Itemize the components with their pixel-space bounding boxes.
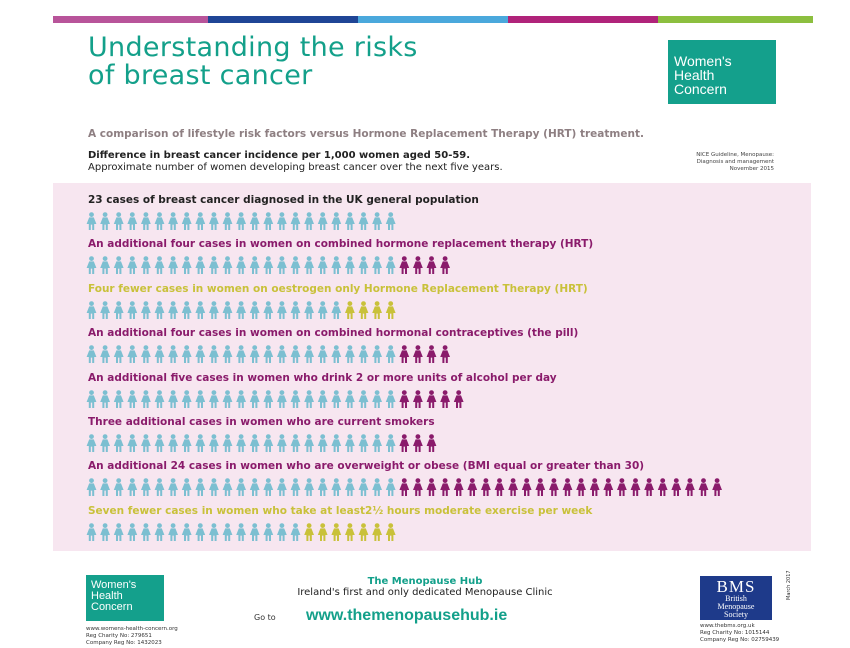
woman-icon-additional xyxy=(576,478,586,496)
woman-icon-additional xyxy=(495,478,505,496)
woman-icon-baseline xyxy=(87,345,97,363)
logo-line-2: Health xyxy=(674,67,715,83)
woman-icon-baseline xyxy=(359,434,369,452)
woman-icon-baseline xyxy=(87,390,97,408)
woman-icon-fewer xyxy=(304,523,314,541)
woman-icon-baseline xyxy=(182,345,192,363)
woman-icon-additional xyxy=(427,345,437,363)
woman-icon-baseline xyxy=(141,523,151,541)
woman-icon-baseline xyxy=(141,256,151,274)
woman-icon-baseline xyxy=(359,390,369,408)
woman-icon-baseline xyxy=(304,478,314,496)
woman-icon-baseline xyxy=(209,434,219,452)
woman-icon-baseline xyxy=(277,478,287,496)
woman-icon-baseline xyxy=(155,345,165,363)
woman-icon-additional xyxy=(427,256,437,274)
woman-icon-baseline xyxy=(195,523,205,541)
woman-icon-baseline xyxy=(263,390,273,408)
woman-icon-baseline xyxy=(263,478,273,496)
woman-icon-baseline xyxy=(155,390,165,408)
subtitle: A comparison of lifestyle risk factors versus Hormone Replacement Therapy (HRT) treatment. xyxy=(88,128,644,140)
woman-icon-baseline xyxy=(250,212,260,230)
woman-icon-baseline xyxy=(386,478,396,496)
woman-icon-fewer xyxy=(359,301,369,319)
woman-icon-additional xyxy=(617,478,627,496)
woman-icon-baseline xyxy=(168,212,178,230)
woman-icon-baseline xyxy=(359,212,369,230)
woman-icon-fewer xyxy=(318,523,328,541)
woman-icon-baseline xyxy=(155,434,165,452)
woman-icon-baseline xyxy=(209,256,219,274)
woman-icon-additional xyxy=(413,256,423,274)
title-line-2: of breast cancer xyxy=(88,60,313,91)
bms-logo-line-1: British xyxy=(725,594,747,603)
woman-icon-baseline xyxy=(263,523,273,541)
bms-contact xyxy=(700,623,779,644)
woman-icon-baseline xyxy=(263,256,273,274)
woman-icon-fewer xyxy=(372,301,382,319)
woman-icon-additional xyxy=(671,478,681,496)
difference-text: Difference in breast cancer incidence per 1,000 women aged 50-59. xyxy=(88,150,471,161)
woman-icon-baseline xyxy=(250,478,260,496)
woman-icon-baseline xyxy=(304,390,314,408)
woman-icon-additional xyxy=(427,434,437,452)
woman-icon-baseline xyxy=(359,478,369,496)
woman-icon-baseline xyxy=(304,434,314,452)
woman-icon-additional xyxy=(631,478,641,496)
woman-icon-baseline xyxy=(114,523,124,541)
woman-icon-baseline xyxy=(155,212,165,230)
approx-text: Approximate number of women developing breast cancer over the next five years. xyxy=(88,162,503,173)
woman-icon-baseline xyxy=(223,390,233,408)
goto-label: Go to xyxy=(254,613,276,622)
woman-icon-baseline xyxy=(236,523,246,541)
woman-icon-baseline xyxy=(345,256,355,274)
woman-icon-baseline xyxy=(114,212,124,230)
woman-icon-baseline xyxy=(114,478,124,496)
woman-icon-baseline xyxy=(359,345,369,363)
woman-icon-baseline xyxy=(331,301,341,319)
woman-icon-additional xyxy=(399,345,409,363)
woman-icon-additional xyxy=(454,478,464,496)
woman-icon-additional xyxy=(481,478,491,496)
woman-icon-baseline xyxy=(100,434,110,452)
woman-icon-additional xyxy=(603,478,613,496)
woman-icon-additional xyxy=(508,478,518,496)
woman-icon-additional xyxy=(522,478,532,496)
row-label: 23 cases of breast cancer diagnosed in the UK general population xyxy=(88,194,479,206)
woman-icon-baseline xyxy=(236,212,246,230)
woman-icon-baseline xyxy=(372,434,382,452)
woman-icon-baseline xyxy=(100,256,110,274)
woman-icon-additional xyxy=(644,478,654,496)
woman-icon-baseline xyxy=(127,256,137,274)
woman-icon-fewer xyxy=(372,523,382,541)
nice-line-2: Diagnosis and management xyxy=(696,159,774,165)
woman-icon-baseline xyxy=(318,478,328,496)
woman-icon-baseline xyxy=(168,301,178,319)
woman-icon-baseline xyxy=(141,301,151,319)
page-title xyxy=(88,34,418,90)
woman-icon-baseline xyxy=(127,301,137,319)
date-label: March 2017 xyxy=(786,570,792,600)
woman-icon-baseline xyxy=(155,478,165,496)
logo-line-3: Concern xyxy=(674,81,727,97)
bms-logo-line-3: Society xyxy=(724,610,748,619)
woman-icon-baseline xyxy=(100,212,110,230)
woman-icon-baseline xyxy=(331,256,341,274)
woman-icon-baseline xyxy=(223,478,233,496)
bms-logo xyxy=(700,576,772,620)
figure-row xyxy=(86,345,454,365)
color-segment xyxy=(208,16,358,23)
woman-icon-baseline xyxy=(127,212,137,230)
figure-row xyxy=(86,390,467,410)
woman-icon-baseline xyxy=(182,523,192,541)
woman-icon-baseline xyxy=(168,256,178,274)
woman-icon-baseline xyxy=(345,434,355,452)
woman-icon-fewer xyxy=(359,523,369,541)
woman-icon-baseline xyxy=(318,345,328,363)
woman-icon-additional xyxy=(590,478,600,496)
figure-row xyxy=(86,478,726,498)
bms-company: Company Reg No: 02759439 xyxy=(700,637,780,643)
woman-icon-baseline xyxy=(236,434,246,452)
woman-icon-baseline xyxy=(250,390,260,408)
figure-row xyxy=(86,212,399,232)
woman-icon-baseline xyxy=(372,345,382,363)
woman-icon-baseline xyxy=(127,345,137,363)
row-label: An additional 24 cases in women who are overweight or obese (BMI equal or greater than 30) xyxy=(88,460,645,472)
woman-icon-baseline xyxy=(359,256,369,274)
woman-icon-baseline xyxy=(100,345,110,363)
nice-line-3: November 2015 xyxy=(729,166,774,172)
woman-icon-baseline xyxy=(141,478,151,496)
woman-icon-baseline xyxy=(87,478,97,496)
whc-url[interactable]: www.womens-health-concern.org xyxy=(86,626,178,632)
color-segment xyxy=(508,16,658,23)
woman-icon-baseline xyxy=(195,390,205,408)
whc-logo xyxy=(668,40,776,104)
woman-icon-baseline xyxy=(114,345,124,363)
logo-footer-line-2: Health xyxy=(91,590,123,602)
woman-icon-fewer xyxy=(386,523,396,541)
whc-contact xyxy=(86,626,178,647)
woman-icon-baseline xyxy=(223,212,233,230)
woman-icon-baseline xyxy=(318,301,328,319)
row-label: Three additional cases in women who are current smokers xyxy=(88,416,435,428)
row-label: Seven fewer cases in women who take at least2½ hours moderate exercise per week xyxy=(88,505,593,517)
top-color-bar xyxy=(53,16,813,23)
woman-icon-baseline xyxy=(236,478,246,496)
woman-icon-baseline xyxy=(277,523,287,541)
woman-icon-baseline xyxy=(168,523,178,541)
woman-icon-baseline xyxy=(236,390,246,408)
woman-icon-baseline xyxy=(345,478,355,496)
woman-icon-baseline xyxy=(209,390,219,408)
woman-icon-baseline xyxy=(127,434,137,452)
woman-icon-baseline xyxy=(291,390,301,408)
woman-icon-baseline xyxy=(155,256,165,274)
woman-icon-fewer xyxy=(331,523,341,541)
woman-icon-additional xyxy=(699,478,709,496)
woman-icon-baseline xyxy=(223,523,233,541)
woman-icon-baseline xyxy=(127,523,137,541)
woman-icon-additional xyxy=(413,345,423,363)
woman-icon-baseline xyxy=(263,345,273,363)
woman-icon-baseline xyxy=(345,345,355,363)
woman-icon-additional xyxy=(413,478,423,496)
bms-logo-line-2: Menopause xyxy=(717,602,755,611)
nice-reference xyxy=(664,152,774,173)
woman-icon-baseline xyxy=(372,256,382,274)
bms-url[interactable]: www.thebms.org.uk xyxy=(700,623,755,629)
woman-icon-baseline xyxy=(87,523,97,541)
woman-icon-additional xyxy=(399,434,409,452)
woman-icon-baseline xyxy=(277,212,287,230)
woman-icon-baseline xyxy=(87,301,97,319)
woman-icon-baseline xyxy=(331,478,341,496)
woman-icon-baseline xyxy=(263,301,273,319)
woman-icon-baseline xyxy=(372,390,382,408)
woman-icon-baseline xyxy=(195,256,205,274)
woman-icon-baseline xyxy=(87,434,97,452)
woman-icon-baseline xyxy=(127,478,137,496)
woman-icon-baseline xyxy=(277,256,287,274)
woman-icon-baseline xyxy=(223,256,233,274)
woman-icon-baseline xyxy=(386,390,396,408)
woman-icon-baseline xyxy=(100,390,110,408)
woman-icon-baseline xyxy=(291,434,301,452)
woman-icon-baseline xyxy=(263,212,273,230)
woman-icon-baseline xyxy=(114,390,124,408)
woman-icon-baseline xyxy=(236,301,246,319)
woman-icon-baseline xyxy=(291,256,301,274)
woman-icon-baseline xyxy=(331,212,341,230)
woman-icon-baseline xyxy=(304,301,314,319)
woman-icon-additional xyxy=(440,345,450,363)
woman-icon-baseline xyxy=(277,345,287,363)
woman-icon-additional xyxy=(712,478,722,496)
woman-icon-additional xyxy=(467,478,477,496)
woman-icon-baseline xyxy=(114,434,124,452)
woman-icon-baseline xyxy=(100,478,110,496)
woman-icon-baseline xyxy=(209,212,219,230)
woman-icon-baseline xyxy=(141,212,151,230)
title-line-1: Understanding the risks xyxy=(88,32,418,63)
woman-icon-baseline xyxy=(209,301,219,319)
woman-icon-baseline xyxy=(195,345,205,363)
woman-icon-baseline xyxy=(331,434,341,452)
woman-icon-baseline xyxy=(291,345,301,363)
woman-icon-baseline xyxy=(236,345,246,363)
woman-icon-additional xyxy=(413,390,423,408)
figure-row xyxy=(86,434,440,454)
woman-icon-additional xyxy=(399,478,409,496)
logo-footer-line-3: Concern xyxy=(91,601,133,613)
woman-icon-additional xyxy=(440,390,450,408)
woman-icon-baseline xyxy=(114,256,124,274)
woman-icon-baseline xyxy=(277,390,287,408)
color-segment xyxy=(358,16,508,23)
woman-icon-baseline xyxy=(114,301,124,319)
woman-icon-baseline xyxy=(168,434,178,452)
woman-icon-additional xyxy=(658,478,668,496)
woman-icon-baseline xyxy=(318,390,328,408)
woman-icon-baseline xyxy=(386,212,396,230)
whc-company: Company Reg No: 1432023 xyxy=(86,640,162,646)
woman-icon-baseline xyxy=(236,256,246,274)
woman-icon-baseline xyxy=(223,434,233,452)
woman-icon-additional xyxy=(535,478,545,496)
figure-row xyxy=(86,256,454,276)
woman-icon-baseline xyxy=(250,434,260,452)
woman-icon-additional xyxy=(440,478,450,496)
woman-icon-baseline xyxy=(182,478,192,496)
woman-icon-baseline xyxy=(223,301,233,319)
woman-icon-additional xyxy=(399,390,409,408)
woman-icon-baseline xyxy=(141,434,151,452)
figure-row xyxy=(86,301,399,321)
woman-icon-additional xyxy=(440,256,450,274)
woman-icon-baseline xyxy=(87,212,97,230)
woman-icon-additional xyxy=(427,478,437,496)
woman-icon-baseline xyxy=(345,212,355,230)
woman-icon-baseline xyxy=(182,390,192,408)
woman-icon-baseline xyxy=(277,301,287,319)
woman-icon-baseline xyxy=(182,212,192,230)
bms-logo-big: BMS xyxy=(716,577,756,596)
hub-subtitle: Ireland's first and only dedicated Menopause Clinic xyxy=(297,587,553,598)
woman-icon-baseline xyxy=(372,478,382,496)
woman-icon-baseline xyxy=(209,478,219,496)
woman-icon-baseline xyxy=(291,478,301,496)
hub-url-link[interactable]: www.themenopausehub.ie xyxy=(306,607,508,624)
row-label: Four fewer cases in women on oestrogen only Hormone Replacement Therapy (HRT) xyxy=(88,283,588,295)
woman-icon-additional xyxy=(427,390,437,408)
woman-icon-baseline xyxy=(195,301,205,319)
woman-icon-baseline xyxy=(345,390,355,408)
woman-icon-baseline xyxy=(291,212,301,230)
woman-icon-baseline xyxy=(100,523,110,541)
woman-icon-baseline xyxy=(155,523,165,541)
bms-reg: Reg Charity No: 1015144 xyxy=(700,630,770,636)
woman-icon-baseline xyxy=(304,345,314,363)
woman-icon-baseline xyxy=(195,212,205,230)
row-label: An additional five cases in women who drink 2 or more units of alcohol per day xyxy=(88,372,557,384)
woman-icon-baseline xyxy=(250,523,260,541)
woman-icon-baseline xyxy=(182,256,192,274)
nice-line-1: NICE Guideline, Menopause: xyxy=(696,152,774,158)
woman-icon-baseline xyxy=(318,212,328,230)
woman-icon-baseline xyxy=(318,434,328,452)
woman-icon-baseline xyxy=(209,523,219,541)
woman-icon-baseline xyxy=(291,301,301,319)
row-label: An additional four cases in women on combined hormone replacement therapy (HRT) xyxy=(88,238,594,250)
woman-icon-baseline xyxy=(195,478,205,496)
woman-icon-baseline xyxy=(168,390,178,408)
woman-icon-additional xyxy=(454,390,464,408)
woman-icon-baseline xyxy=(168,345,178,363)
woman-icon-baseline xyxy=(250,256,260,274)
figure-row xyxy=(86,523,399,543)
woman-icon-baseline xyxy=(304,212,314,230)
woman-icon-baseline xyxy=(195,434,205,452)
woman-icon-baseline xyxy=(100,301,110,319)
woman-icon-baseline xyxy=(386,256,396,274)
woman-icon-baseline xyxy=(304,256,314,274)
woman-icon-baseline xyxy=(386,434,396,452)
woman-icon-baseline xyxy=(182,301,192,319)
logo-line-1: Women's xyxy=(674,53,732,69)
woman-icon-baseline xyxy=(182,434,192,452)
woman-icon-additional xyxy=(563,478,573,496)
woman-icon-baseline xyxy=(168,478,178,496)
woman-icon-baseline xyxy=(386,345,396,363)
whc-reg: Reg Charity No: 279651 xyxy=(86,633,152,639)
woman-icon-baseline xyxy=(250,301,260,319)
woman-icon-baseline xyxy=(155,301,165,319)
woman-icon-baseline xyxy=(223,345,233,363)
woman-icon-baseline xyxy=(277,434,287,452)
woman-icon-additional xyxy=(549,478,559,496)
woman-icon-additional xyxy=(399,256,409,274)
woman-icon-fewer xyxy=(345,301,355,319)
woman-icon-baseline xyxy=(141,390,151,408)
woman-icon-baseline xyxy=(209,345,219,363)
color-segment xyxy=(658,16,813,23)
hub-title: The Menopause Hub xyxy=(367,576,483,587)
woman-icon-baseline xyxy=(291,523,301,541)
woman-icon-baseline xyxy=(250,345,260,363)
woman-icon-additional xyxy=(685,478,695,496)
woman-icon-baseline xyxy=(127,390,137,408)
color-segment xyxy=(53,16,208,23)
woman-icon-additional xyxy=(413,434,423,452)
woman-icon-baseline xyxy=(331,345,341,363)
woman-icon-baseline xyxy=(318,256,328,274)
woman-icon-baseline xyxy=(331,390,341,408)
woman-icon-fewer xyxy=(345,523,355,541)
woman-icon-baseline xyxy=(141,345,151,363)
woman-icon-baseline xyxy=(372,212,382,230)
woman-icon-fewer xyxy=(386,301,396,319)
logo-footer-line-1: Women's xyxy=(91,579,137,591)
woman-icon-baseline xyxy=(87,256,97,274)
row-label: An additional four cases in women on combined hormonal contraceptives (the pill) xyxy=(88,327,579,339)
woman-icon-baseline xyxy=(263,434,273,452)
